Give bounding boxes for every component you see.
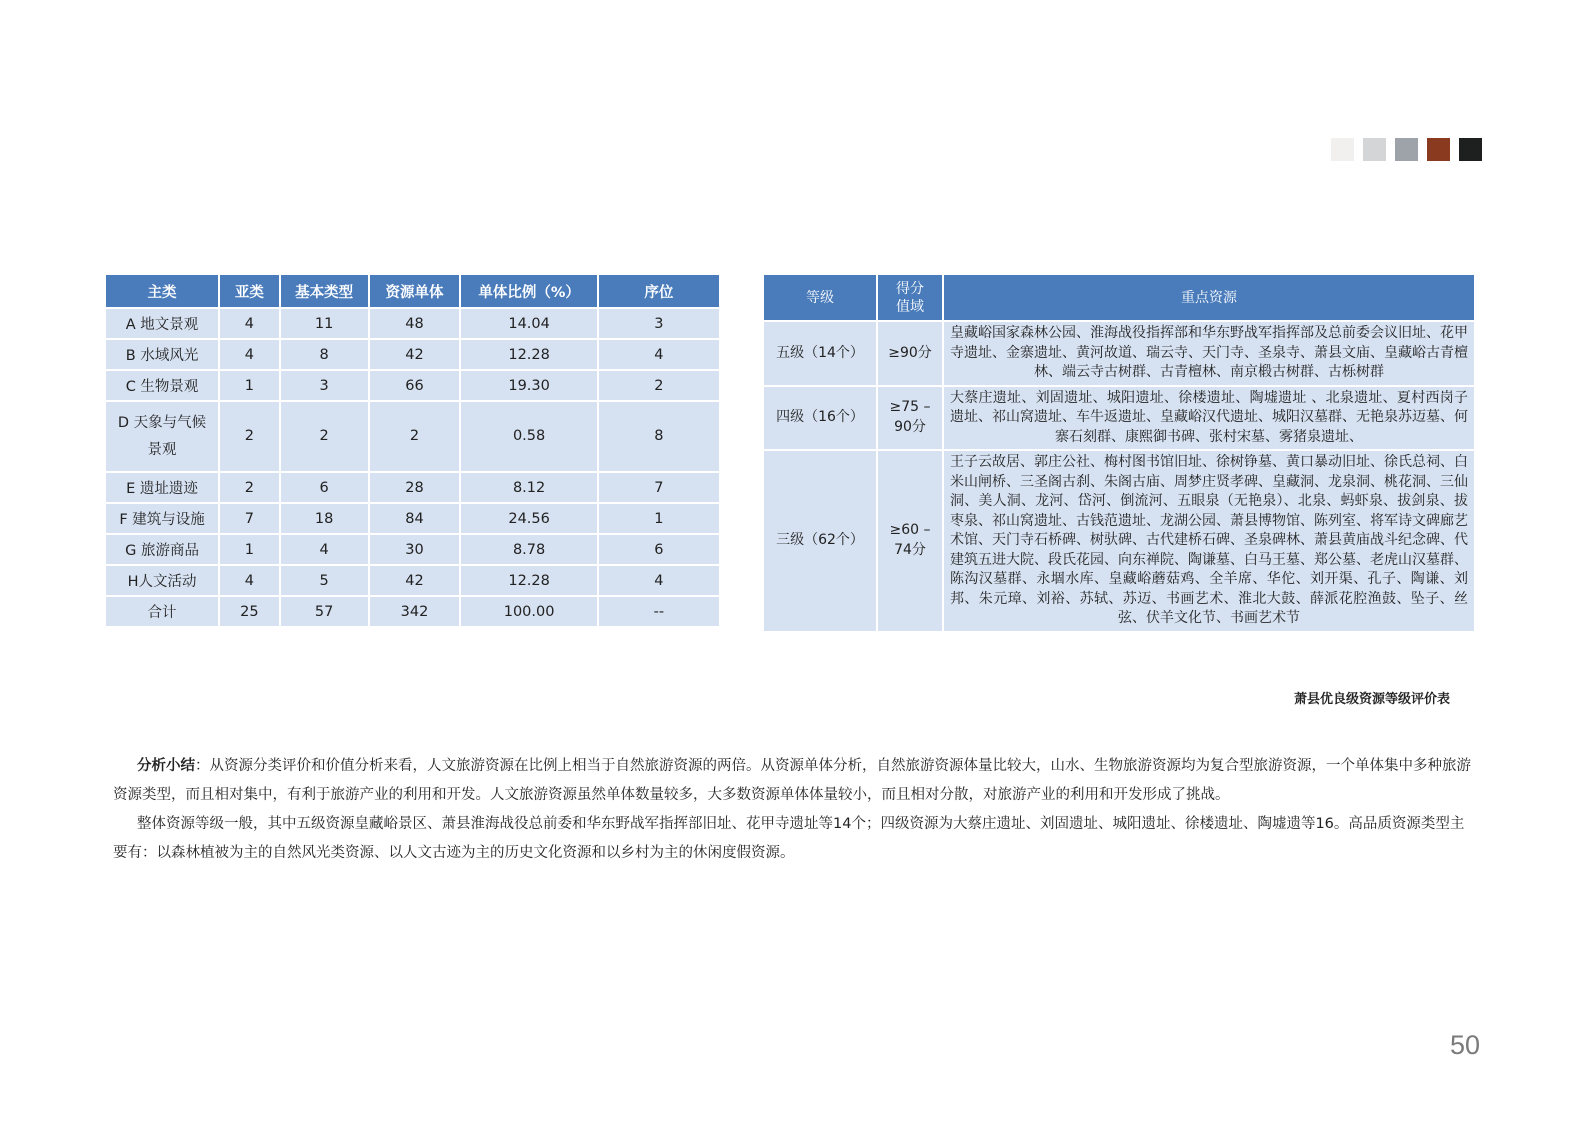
table-cell: 84 <box>370 504 460 533</box>
table-cell: 57 <box>281 597 368 626</box>
table-cell: A 地文景观 <box>106 309 218 338</box>
table-cell: F 建筑与设施 <box>106 504 218 533</box>
table-row <box>764 451 1474 631</box>
table-cell: 2 <box>370 402 460 471</box>
table-cell: 合计 <box>106 597 218 626</box>
summary-paragraph-1 <box>113 752 1473 810</box>
table-cell: 2 <box>220 473 279 502</box>
table1-header: 亚类 <box>220 275 279 307</box>
summary-text-1: ：从资源分类评价和价值分析来看，人文旅游资源在比例上相当于自然旅游资源的两倍。从资源单体分析，自然旅游资源体量比较大，山水、生物旅游资源均为复合型旅游资源，一个单体集中多种旅游资源类型，而且相对集中，有利于旅游产业的利用和开发。人文旅游资源虽然单体数量较多，大多数资源单体体量较小，而且相对分散，对旅游产业的利用和开发形成了挑战。 <box>113 758 1471 803</box>
table-cell: 24.56 <box>461 504 596 533</box>
color-swatch-4 <box>1427 138 1450 161</box>
table1-header: 基本类型 <box>281 275 368 307</box>
resource-classification-table <box>104 273 721 628</box>
table-cell: 1 <box>599 504 719 533</box>
table-cell: 4 <box>599 340 719 369</box>
table-cell: 3 <box>599 309 719 338</box>
table-cell: 3 <box>281 371 368 400</box>
table-cell: 12.28 <box>461 566 596 595</box>
table1-header: 序位 <box>599 275 719 307</box>
table1-header: 资源单体 <box>370 275 460 307</box>
table-cell: -- <box>599 597 719 626</box>
table-cell: 7 <box>599 473 719 502</box>
summary-text-2: 整体资源等级一般，其中五级资源皇藏峪景区、萧县淮海战役总前委和华东野战军指挥部旧址、花甲寺遗址等14个；四级资源为大蔡庄遗址、刘固遗址、城阳遗址、徐楼遗址、陶墟遗等16。高品质资源类型主要有：以森林植被为主的自然风光类资源、以人文古迹为主的历史文化资源和以乡村为主的休闲度假资源。 <box>113 816 1465 861</box>
table-cell: 8.78 <box>461 535 596 564</box>
score-cell: ≥90分 <box>878 322 942 385</box>
score-cell-text: ≥75 – 90分 <box>889 399 931 435</box>
color-swatch-1 <box>1331 138 1354 161</box>
table-cell: 25 <box>220 597 279 626</box>
table-cell: 28 <box>370 473 460 502</box>
color-swatch-3 <box>1395 138 1418 161</box>
table-cell: 7 <box>220 504 279 533</box>
table-cell: 6 <box>281 473 368 502</box>
summary-paragraph-2 <box>113 810 1473 868</box>
grade-cell: 五级（14个） <box>764 322 876 385</box>
table-cell: 14.04 <box>461 309 596 338</box>
resources-cell: 皇藏峪国家森林公园、淮海战役指挥部和华东野战军指挥部及总前委会议旧址、花甲寺遗址、金寨遗址、黄河故道、瑞云寺、天门寺、圣泉寺、萧县文庙、皇藏峪古青檀林、端云寺古树群、古青檀林、南京椴古树群、古栎树群 <box>944 322 1474 385</box>
table-row <box>106 309 719 338</box>
color-swatch-2 <box>1363 138 1386 161</box>
color-swatch-5 <box>1459 138 1482 161</box>
table-cell: 4 <box>281 535 368 564</box>
table-cell: C 生物景观 <box>106 371 218 400</box>
table-row <box>764 322 1474 385</box>
page-number: 50 <box>1449 1030 1480 1060</box>
table1-header-row <box>106 275 719 307</box>
table-row <box>106 473 719 502</box>
table-row <box>106 566 719 595</box>
table-cell: E 遗址遗迹 <box>106 473 218 502</box>
score-cell <box>878 387 942 450</box>
resources-cell: 大蔡庄遗址、刘固遗址、城阳遗址、徐楼遗址、陶墟遗址 、北泉遗址、夏村西岗子遗址、祁山窝遗址、车牛返遗址、皇藏峪汉代遗址、城阳汉墓群、无艳泉苏迈墓、何寨石刻群、康熙御书碑、张村宋墓、雾猪泉遗址、 <box>944 387 1474 450</box>
analysis-summary <box>113 752 1473 868</box>
table-cell: 342 <box>370 597 460 626</box>
table-cell: 19.30 <box>461 371 596 400</box>
table-cell: 11 <box>281 309 368 338</box>
table2-header: 等级 <box>764 275 876 320</box>
score-cell <box>878 451 942 631</box>
table2-header-row <box>764 275 1474 320</box>
color-swatches <box>1331 138 1482 161</box>
table-cell: 30 <box>370 535 460 564</box>
table-cell: 4 <box>599 566 719 595</box>
table-cell: D 天象与气候景观 <box>106 402 218 471</box>
table-cell: 8.12 <box>461 473 596 502</box>
grade-cell: 三级（62个） <box>764 451 876 631</box>
table-cell: 5 <box>281 566 368 595</box>
grade-cell: 四级（16个） <box>764 387 876 450</box>
table-cell: 4 <box>220 340 279 369</box>
table-cell: G 旅游商品 <box>106 535 218 564</box>
table-cell: 1 <box>220 535 279 564</box>
table-cell: 1 <box>220 371 279 400</box>
table2-header: 重点资源 <box>944 275 1474 320</box>
table-cell: 42 <box>370 566 460 595</box>
table-row <box>106 504 719 533</box>
table-cell: H人文活动 <box>106 566 218 595</box>
table-cell: 42 <box>370 340 460 369</box>
table-cell: 8 <box>599 402 719 471</box>
table-row <box>106 340 719 369</box>
table-cell: 100.00 <box>461 597 596 626</box>
table-cell: 2 <box>599 371 719 400</box>
table-row <box>106 535 719 564</box>
table-cell: 18 <box>281 504 368 533</box>
table-row <box>106 402 719 471</box>
table-row <box>106 371 719 400</box>
table-cell: 0.58 <box>461 402 596 471</box>
table1-header: 主类 <box>106 275 218 307</box>
table-row <box>764 387 1474 450</box>
table-cell: 6 <box>599 535 719 564</box>
table-cell: 12.28 <box>461 340 596 369</box>
table-cell: 8 <box>281 340 368 369</box>
table-cell: 66 <box>370 371 460 400</box>
table-caption: 萧县优良级资源等级评价表 <box>1293 692 1450 707</box>
table-cell: B 水域风光 <box>106 340 218 369</box>
table-row-total <box>106 597 719 626</box>
summary-label: 分析小结 <box>137 758 195 774</box>
table-cell: 4 <box>220 309 279 338</box>
table1-header: 单体比例（%） <box>461 275 596 307</box>
score-cell-text: ≥60 – 74分 <box>889 522 931 558</box>
resource-grade-table <box>762 273 1476 633</box>
score-range-header-text: 得分值域 <box>896 280 924 315</box>
resources-cell: 王子云故居、郭庄公社、梅村图书馆旧址、徐树铮墓、黄口暴动旧址、徐氏总祠、白米山闸桥、三圣阁古刹、朱阁古庙、周梦庄贤孝碑、皇藏洞、龙泉洞、桃花洞、三仙洞、美人洞、龙河、岱河、倒流河、五眼泉（无艳泉）、北泉、蚂虾泉、拔剑泉、拔枣泉、祁山窝遗址、古钱范遗址、龙湖公园、萧县博物馆、陈列室、将军诗文碑廊艺术馆、天门寺石桥碑、树驮碑、古代建桥石碑、圣泉碑林、萧县黄庙战斗纪念碑、代建筑五进大院、段氏花园、向东禅院、陶谦墓、白马王墓、郑公墓、老虎山汉墓群、陈沟汉墓群、永堌水库、皇藏峪蘑菇鸡、全羊席、华佗、刘开渠、孔子、陶谦、刘邦、朱元璋、刘裕、苏轼、苏迈、书画艺术、淮北大鼓、薛派花腔渔鼓、坠子、丝弦、伏羊文化节、书画艺术节 <box>944 451 1474 631</box>
table-cell: 2 <box>281 402 368 471</box>
table-cell: 2 <box>220 402 279 471</box>
table-cell: 48 <box>370 309 460 338</box>
table2-header <box>878 275 942 320</box>
table-cell: 4 <box>220 566 279 595</box>
